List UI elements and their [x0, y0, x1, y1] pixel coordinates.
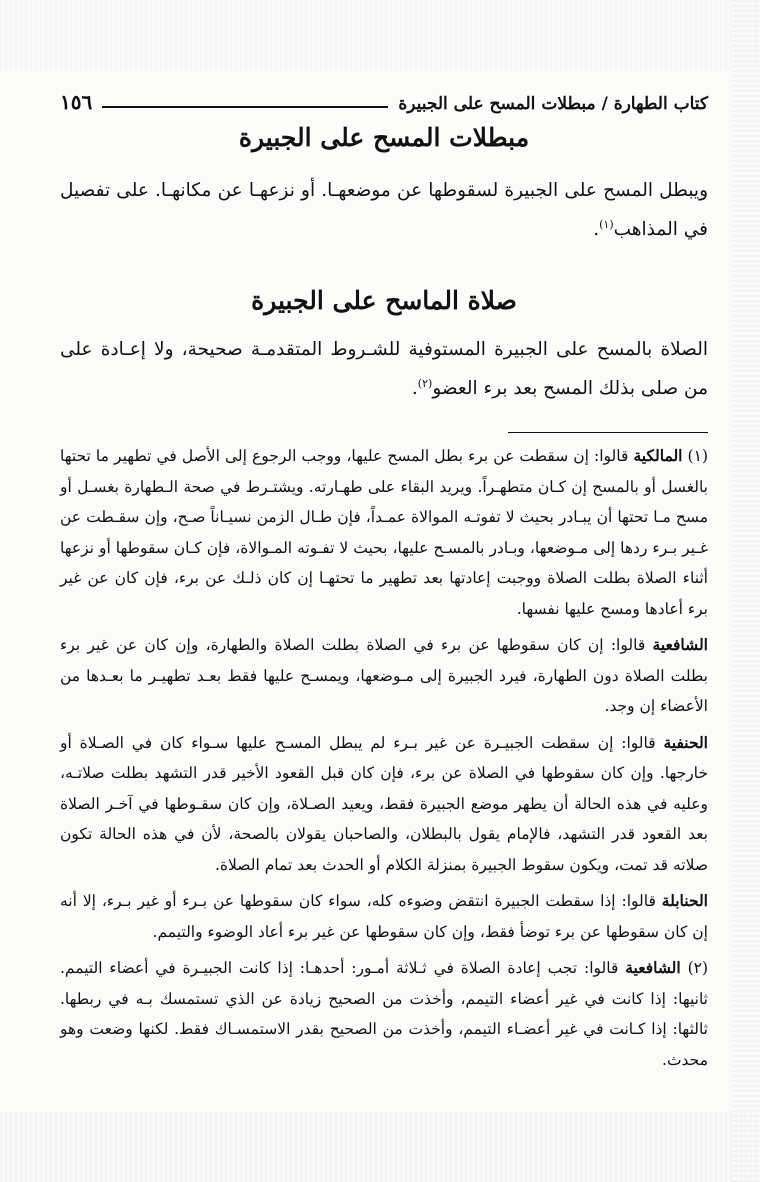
section-heading-invalidators: مبطلات المسح على الجبيرة: [238, 123, 530, 152]
school-name: الشافعية: [625, 958, 681, 978]
running-title: كتاب الطهارة / مبطلات المسح على الجبيرة: [398, 94, 708, 114]
school-name: الحنابلة: [661, 891, 708, 911]
footnote-text: قالوا: إذا سقطت الجبيرة انتقض وضوءه كله، سواء كان سقوطها عن بـرء أو غير بـرء، إلا أنه إن كان سقوطها عن برء توضأ فقط، وإن كان سقوطها عن غير برء أعاد الوضوء والتيمم.: [60, 892, 708, 941]
school-name: الحنفية: [663, 732, 708, 752]
footnote-ref: (٢): [417, 377, 433, 391]
scan-texture-bottom: [0, 1112, 760, 1182]
footnote-hanbali: [60, 886, 708, 947]
section-heading-prayer: صلاة الماسح على الجبيرة: [251, 286, 517, 316]
school-name: الشافعية: [652, 635, 708, 655]
paragraph-text: ويبطل المسح على الجبيرة لسقوطها عن موضعهـا. أو نزعهـا عن مكانهـا. على تفصيل في المذاهب: [60, 180, 708, 241]
footnote-text: قالوا: إن سقطت عن برء بطل المسح عليها، ووجب الرجوع إلى الأصل في تطهير ما تحتها بالغسل أو بالمسح إن كـان متطهـراً. ويريد البقاء على طهـارته. ويشتـرط في صحة الـطهارة بغسـل أو مسح مـا تحتها أن يبـادر بحيث لا تفوتـه الموالاة عمـداً، فإن طـال الزمن نسيـاناً صـح، وإن سقـطت عن غـير بـرء ردها إلى مـوضعها، وبـادر بالمسـح عليها، بحيث لا تفـوته المـوالاة، فإن كـان سقوطها أو نزعها أثناء الصلاة بطلت الصلاة ووجبت إعادتها بعد تطهير ما تحتهـا إن كان ذلـك عن برء، فإن كان عن غير برء أعادها ومسح عليها نفسها.: [60, 447, 708, 618]
footnote-number: (٢): [687, 959, 709, 978]
page-content: [60, 86, 708, 1075]
footnote-shafii-repeat-prayer: [60, 953, 708, 1075]
running-header: [60, 86, 708, 114]
footnote-hanafi: [60, 728, 708, 881]
footnote-number: (١): [687, 447, 708, 466]
footnote-text: قالوا: تجب إعادة الصلاة في ثـلاثة أمـور: أحدهـا: إذا كانت الجبيـرة في أعضاء التيمم. ثانيها: إذا كانت في غير أعضاء التيمم، وأخذت من الصحيح زيادة عن الذي تستمسك بـه في ربطها. ثالثها: إذا كـانت في غير أعضـاء التيمم، وأخذت من الصحيح بقدر الاستمسـاك فقط. لكنها وضعت وهو محدث.: [60, 959, 708, 1069]
scan-texture-top: [0, 0, 760, 70]
scan-texture-right: [732, 0, 760, 1182]
footnote-shafii: [60, 630, 708, 722]
paragraph-text: الصلاة بالمسح على الجبيرة المستوفية للشـروط المتقدمـة صحيحة، ولا إعـادة على من صلى بذلك المسح بعد برء العضو: [60, 339, 708, 400]
section-paragraph-prayer: الصلاة بالمسح على الجبيرة المستوفية للشـروط المتقدمـة صحيحة، ولا إعـادة على من صلى بذلك المسح بعد برء العضو$^{(٢)}$.: [60, 339, 708, 400]
page-number: ١٥٦: [60, 90, 93, 114]
footnote-separator: [508, 432, 708, 433]
footnote-ref: (١): [599, 218, 614, 231]
header-rule: [102, 106, 388, 108]
footnote-maliki: [60, 441, 708, 624]
section-paragraph-invalidators: ويبطل المسح على الجبيرة لسقوطها عن موضعهـا. أو نزعهـا عن مكانهـا. على تفصيل في المذاهب$^{(١)}$.: [60, 180, 708, 241]
footnote-text: قالوا: إن كان سقوطها عن برء في الصلاة بطلت الصلاة والطهارة، وإن كان عن غير برء بطلت الصلاة دون الطهارة، فيرد الجبيرة إلى مـوضعها، ويمسـح عليها فقط بعـد تطهيـر ما بعـدها من الأعضاء إن وجد.: [60, 636, 708, 716]
footnote-text: قالوا: إن سقطت الجبيـرة عن غير بـرء لم يبطل المسـح عليها سـواء كان في الصـلاة أو خارجها. وإن كان سقوطها في الصلاة عن برء، فإن كان قبل القعود الأخير قدر التشهد بطلت صلاتـه، وعليه في هذه الحالة أن يطهر موضع الجبيرة فقط، ويعيد الصـلاة، وإن كان سقـوطها في آخـر الصلاة بعد القعود قدر التشهد، فالإمام يقول بالبطلان، والصاحبان يقولان بالصحة، لأن في هذه الحالة تكون صلاته قد تمت، ويكون سقوط الجبيرة بمنزلة الكلام أو الحدث بعد تمام الصلاة.: [60, 733, 708, 874]
school-name: المالكية: [633, 446, 683, 466]
